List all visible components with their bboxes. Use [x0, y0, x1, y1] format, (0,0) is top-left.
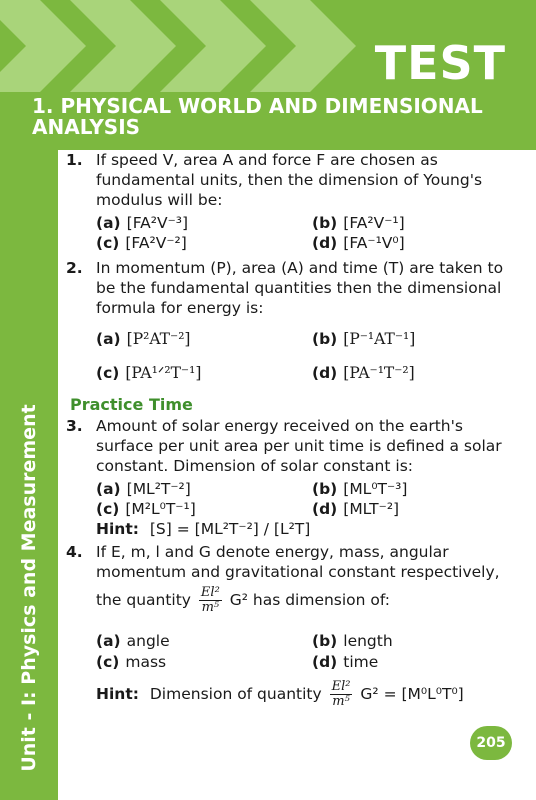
option: (b) length [312, 632, 393, 650]
option: (b) [FA²V⁻¹] [312, 214, 405, 232]
option: (a) [FA²V⁻³] [96, 214, 189, 232]
hint: Hint: Dimension of quantity $\frac{\text{El²}}{\text{m⁵}}$ G² = [M⁰L⁰T⁰] [96, 679, 464, 709]
fraction: $\frac{\text{El²}}{\text{m⁵}}$ [200, 585, 220, 615]
question-number: 3. [66, 417, 83, 435]
unit-sidebar [0, 150, 58, 800]
option: (d) time [312, 653, 379, 671]
option: (b) [P⁻¹AT⁻¹] [312, 330, 416, 348]
question-text: In momentum (P), area (A) and time (T) are taken to be the fundamental quantities then the dimensional formula for energy is: [96, 259, 504, 317]
test-label: TEST [374, 36, 506, 90]
chapter-title: 1. PHYSICAL WORLD AND DIMENSIONAL ANALYSIS [32, 94, 483, 139]
option: (a) [P²AT⁻²] [96, 330, 191, 348]
option: (c) [M²L⁰T⁻¹] [96, 500, 196, 518]
option: (c) [FA²V⁻²] [96, 234, 187, 252]
option: (b) [ML⁰T⁻³] [312, 480, 408, 498]
option: (a) angle [96, 632, 170, 650]
question-text: If speed V, area A and force F are chosen as fundamental units, then the dimension of Young's modulus will be: [96, 151, 483, 209]
option: (a) [ML²T⁻²] [96, 480, 191, 498]
option: (c) [PA¹ᐟ²T⁻¹] [96, 364, 202, 382]
option: (d) [PA⁻¹T⁻²] [312, 364, 415, 382]
header-banner [0, 0, 536, 150]
option: (d) [MLT⁻²] [312, 500, 400, 518]
option: (d) [FA⁻¹V⁰] [312, 234, 405, 252]
question-number: 1. [66, 151, 83, 169]
option: (c) mass [96, 653, 167, 671]
fraction: $\frac{\text{El²}}{\text{m⁵}}$ [331, 679, 351, 709]
unit-label: Unit - I: Physics and Measurement [18, 404, 40, 772]
question-text: Amount of solar energy received on the earth's surface per unit area per unit time is defined a solar constant. Dimension of solar constant is: [96, 417, 502, 475]
practice-time-heading: Practice Time [70, 395, 193, 414]
page-number-badge: 205 [470, 726, 512, 760]
question-number: 2. [66, 259, 83, 277]
hint: Hint: [S] = [ML²T⁻²] / [L²T] [96, 520, 311, 538]
question-text: If E, m, l and G denote energy, mass, angular momentum and gravitational constant respectively, [96, 543, 500, 581]
question-4-formula: the quantity $\frac{\text{El²}}{\text{m⁵}}$ G² has dimension of: [96, 585, 391, 615]
question-number: 4. [66, 543, 83, 561]
